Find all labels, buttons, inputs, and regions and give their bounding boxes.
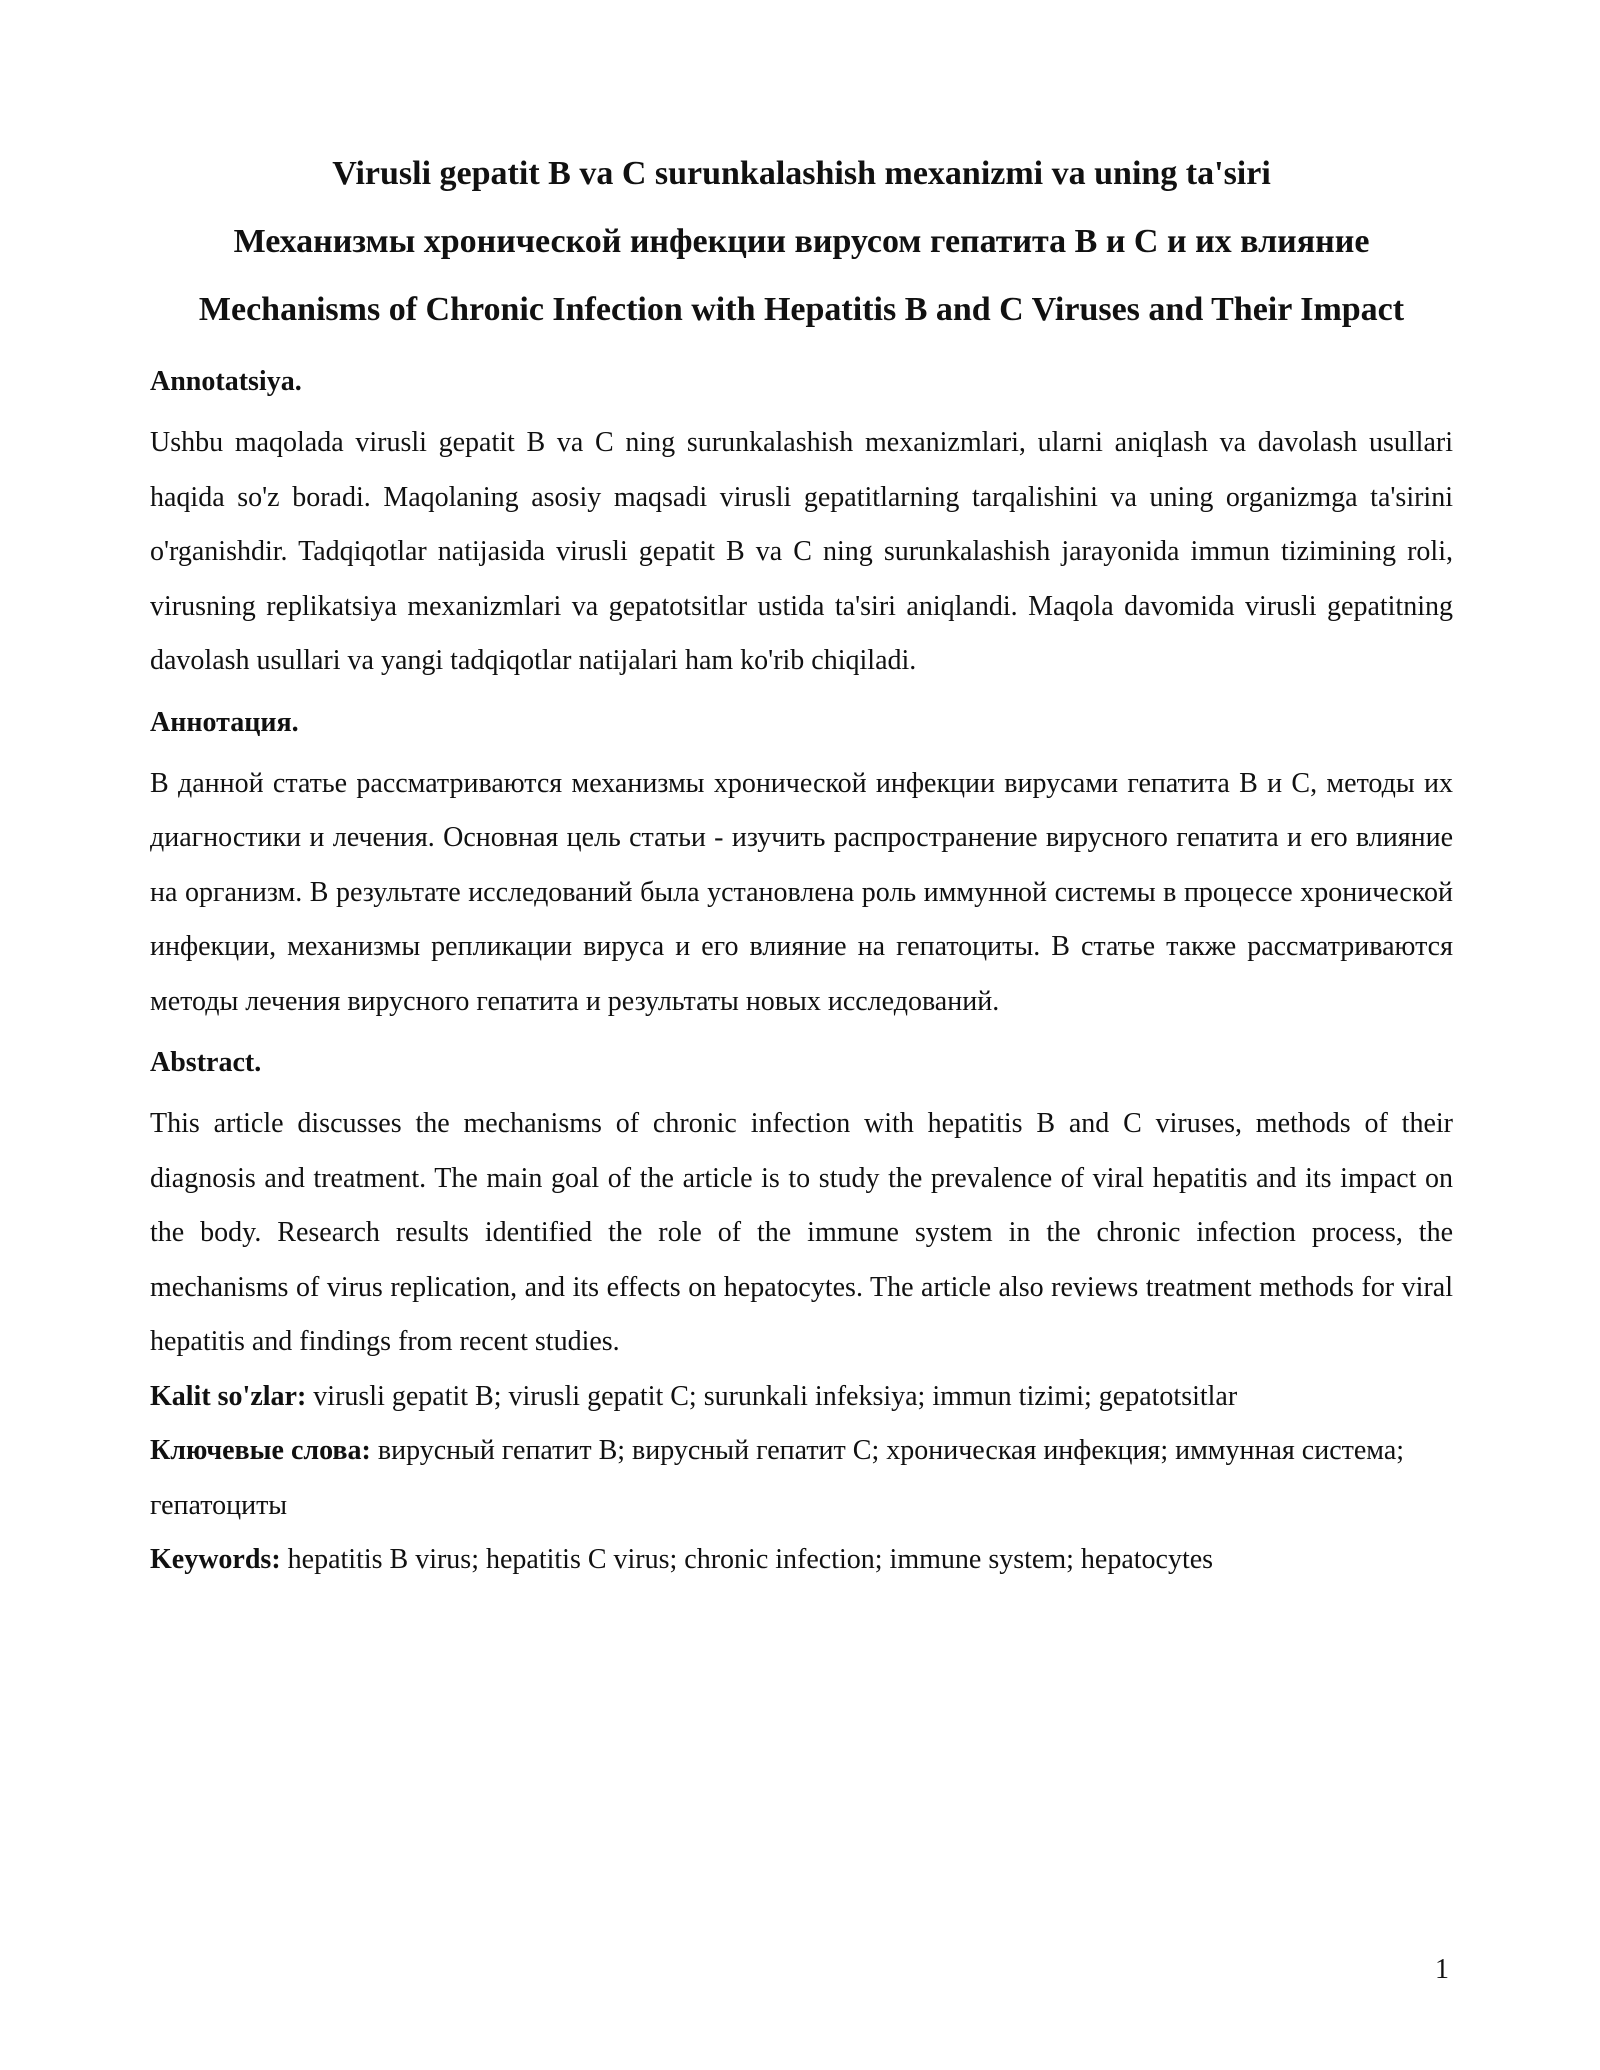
keywords-ru-text: вирусный гепатит B; вирусный гепатит C; хроническая инфекция; иммунная система; гепатоциты [150,1435,1405,1521]
keywords-ru [150,1424,1453,1533]
page-number: 1 [1435,1954,1449,1985]
abstract-en-text: This article discusses the mechanisms of chronic infection with hepatitis B and C viruses, methods of their diagnosis and treatment. The main goal of the article is to study the prevalence of viral hepatitis and its impact on the body. Research results identified the role of the immune system in the chronic infection process, the mechanisms of virus replication, and its effects on hepatocytes. The article also reviews treatment methods for viral hepatitis and findings from recent studies. [150,1108,1453,1357]
abstract-uz-text: Ushbu maqolada virusli gepatit B va C ning surunkalashish mexanizmlari, ularni aniqlash va davolash usullari haqida so'z boradi. Maqolaning asosiy maqsadi virusli gepatitlarning tarqalishini va uning organizmga ta'sirini o'rganishdir. Tadqiqotlar natijasida virusli gepatit B va C ning surunkalashish jarayonida immun tizimining roli, virusning replikatsiya mexanizmlari va gepatotsitlar ustida ta'siri aniqlandi. Maqola davomida virusli gepatitning davolash usullari va yangi tadqiqotlar natijalari ham ko'rib chiqiladi. [150,427,1453,676]
abstract-ru-heading: Аннотация. [150,706,299,738]
keywords-uz-text: virusli gepatit B; virusli gepatit C; surunkali infeksiya; immun tizimi; gepatotsitlar [306,1380,1238,1412]
keywords-uz [150,1370,1453,1425]
keywords-en-text: hepatitis B virus; hepatitis C virus; chronic infection; immune system; hepatocytes [280,1544,1214,1575]
title-uzbek: Virusli gepatit B va C surunkalashish mexanizmi va uning ta'siri [332,155,1271,192]
keywords-uz-label: Kalit so'zlar: [150,1380,307,1412]
keywords-en-label: Keywords: [150,1544,281,1575]
title-english: Mechanisms of Chronic Infection with Hepatitis B and C Viruses and Their Impact [198,291,1405,328]
title-russian: Механизмы хронической инфекции вирусом гепатита B и C и их влияние [233,223,1370,260]
abstract-ru-text: В данной статье рассматриваются механизмы хронической инфекции вирусами гепатита B и C, методы их диагностики и лечения. Основная цель статьи - изучить распространение вирусного гепатита и его влияние на организм. В результате исследований была установлена роль иммунной системы в процессе хронической инфекции, механизмы репликации вируса и его влияние на гепатоциты. В статье также рассматриваются методы лечения вирусного гепатита и результаты новых исследований. [150,767,1453,1017]
abstract-en-heading: Abstract. [150,1047,262,1078]
keywords-en [150,1533,1453,1588]
keywords-ru-label: Ключевые слова: [150,1435,371,1466]
abstract-uz-heading: Annotatsiya. [150,366,302,397]
paper-page [150,140,1453,1588]
